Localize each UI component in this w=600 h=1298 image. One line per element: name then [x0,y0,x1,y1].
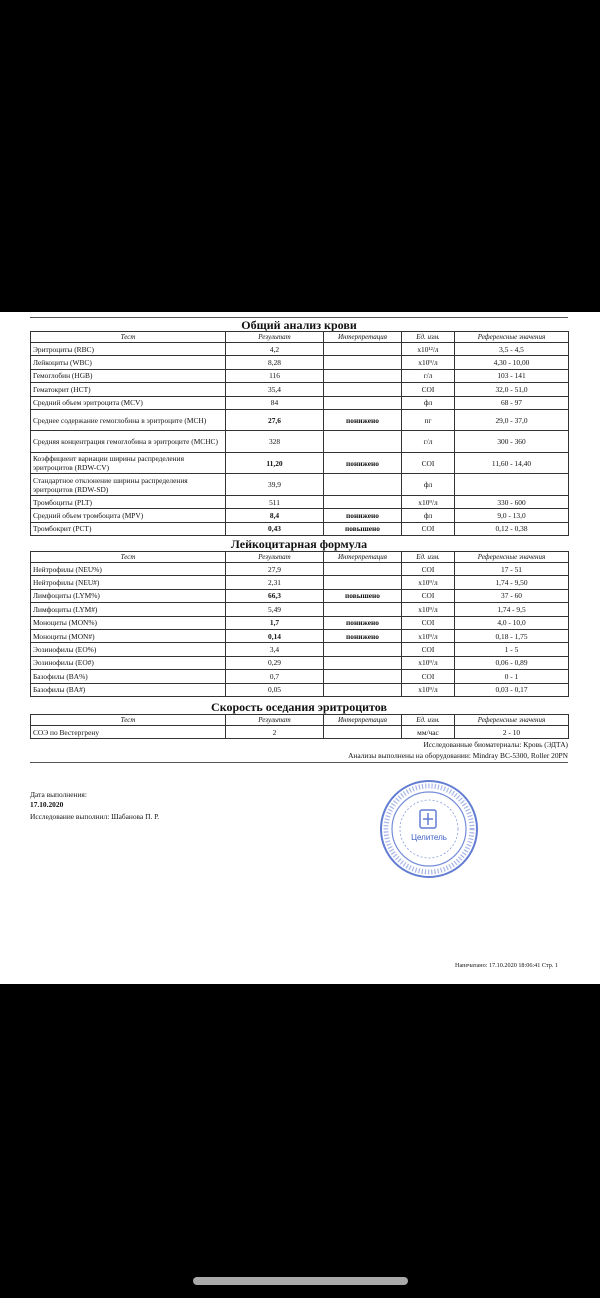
cbc-cell-interp [324,495,402,508]
cbc-cell-result: 27,6 [226,409,324,431]
test-name: Моноциты (MON#) [33,631,95,641]
table-row [31,589,569,602]
diff-header-3: Ед. изм. [402,552,455,563]
cbc-cell-result: 8,28 [226,356,324,369]
diff-cell-result: 0,14 [226,629,324,642]
cbc-cell-interp [324,431,402,453]
cbc-cell-ref: 0,12 - 0,38 [455,522,569,535]
cbc-table [30,331,569,536]
test-name: Гематокрит (HCT) [33,384,91,394]
table-row [31,509,569,522]
cbc-cell-interp [324,356,402,369]
test-name: Стандартное отклонение ширины распределения эритроцитов (RDW-SD) [33,475,188,494]
cbc-cell-unit: x10⁹/л [402,495,455,508]
cbc-cell-interp [324,369,402,382]
diff-cell-ref: 37 - 60 [455,589,569,602]
esr-header-2: Интерпретация [324,715,402,726]
cbc-cell-interp: понижено [324,409,402,431]
diff-cell-interp: понижено [324,629,402,642]
diff-cell-interp [324,656,402,669]
test-name: Лимфоциты (LYM#) [33,604,98,614]
cbc-cell-unit: СОI [402,383,455,396]
test-name: Лейкоциты (WBC) [33,358,92,368]
cbc-cell-name [31,474,226,496]
diff-cell-name [31,589,226,602]
diff-cell-ref: 1,74 - 9,50 [455,576,569,589]
diff-cell-ref: 1 - 5 [455,643,569,656]
cbc-header-1: Результат [226,332,324,343]
cbc-cell-result: 8,4 [226,509,324,522]
cbc-cell-result: 328 [226,431,324,453]
table-row [31,629,569,642]
diff-cell-unit: СОI [402,589,455,602]
diff-cell-ref: 4,0 - 10,0 [455,616,569,629]
diff-cell-interp [324,683,402,696]
diff-cell-interp: повышено [324,589,402,602]
cbc-cell-unit: СОI [402,452,455,474]
table-row [31,656,569,669]
table-row [31,396,569,409]
diff-cell-unit: x10⁹/л [402,629,455,642]
cbc-cell-name [31,369,226,382]
table-row [31,643,569,656]
test-name: Базофилы (BA#) [33,685,86,695]
diff-table [30,551,569,697]
diff-cell-result: 5,49 [226,603,324,616]
cbc-cell-result: 116 [226,369,324,382]
table-row [31,383,569,396]
diff-header-4: Референсные значения [455,552,569,563]
cbc-cell-name [31,509,226,522]
diff-cell-ref: 1,74 - 9,5 [455,603,569,616]
cbc-cell-unit: фл [402,474,455,496]
printed-stamp: Напечатано: 17.10.2020 18:06:41 Стр. 1 [455,962,558,969]
date-value: 17.10.2020 [30,800,64,809]
diff-cell-name [31,670,226,683]
cbc-cell-result: 35,4 [226,383,324,396]
esr-header-3: Ед. изм. [402,715,455,726]
cbc-cell-name [31,396,226,409]
cbc-cell-unit: СОI [402,522,455,535]
table-row [31,522,569,535]
test-name: Эритроциты (RBC) [33,344,94,354]
table-row [31,431,569,453]
diff-cell-name [31,643,226,656]
test-name: Лимфоциты (LYM%) [33,591,100,601]
diff-cell-unit: СОI [402,670,455,683]
cbc-cell-unit: фл [402,396,455,409]
cbc-cell-result: 511 [226,495,324,508]
diff-cell-interp [324,563,402,576]
diff-cell-unit: x10⁹/л [402,576,455,589]
test-name: Средний объем тромбоцита (MPV) [33,511,144,521]
diff-cell-ref: 0,18 - 1,75 [455,629,569,642]
equipment-note: Анализы выполнены на оборудовании: Mindray BC-5300, Roller 20PN [348,751,568,760]
cbc-cell-ref: 3,5 - 4,5 [455,343,569,356]
test-name: Тромбоциты (PLT) [33,497,92,507]
cbc-cell-interp: повышено [324,522,402,535]
cbc-header-0: Тест [31,332,226,343]
table-row [31,726,569,739]
diff-cell-name [31,616,226,629]
cbc-cell-name [31,431,226,453]
diff-cell-unit: x10⁹/л [402,603,455,616]
diff-header-2: Интерпретация [324,552,402,563]
test-name: Нейтрофилы (NEU#) [33,578,100,588]
cbc-cell-ref: 300 - 360 [455,431,569,453]
diff-cell-ref: 0,06 - 0,89 [455,656,569,669]
cbc-cell-unit: фл [402,509,455,522]
cbc-title: Общий анализ крови [241,318,357,332]
diff-cell-interp [324,576,402,589]
cbc-cell-result: 0,43 [226,522,324,535]
diff-title: Лейкоцитарная формула [230,537,368,551]
cbc-cell-ref: 11,60 - 14,40 [455,452,569,474]
esr-cell-unit: мм/час [402,726,455,739]
date-label: Дата выполнения: [30,790,87,799]
cbc-cell-name [31,452,226,474]
table-row [31,683,569,696]
esr-cell-ref: 2 - 10 [455,726,569,739]
esr-cell-name [31,726,226,739]
cbc-header-4: Референсные значения [455,332,569,343]
cbc-cell-unit: x10⁹/л [402,356,455,369]
test-name: Нейтрофилы (NEU%) [33,564,102,574]
cbc-cell-unit: x10¹²/л [402,343,455,356]
esr-cell-result: 2 [226,726,324,739]
cbc-cell-name [31,495,226,508]
cbc-cell-ref: 32,0 - 51,0 [455,383,569,396]
diff-cell-name [31,576,226,589]
test-name: Базофилы (BA%) [33,671,88,681]
diff-cell-result: 0,7 [226,670,324,683]
cbc-cell-interp [324,396,402,409]
diff-header-0: Тест [31,552,226,563]
esr-table [30,714,569,739]
diff-cell-result: 66,3 [226,589,324,602]
diff-cell-result: 1,7 [226,616,324,629]
esr-title: Скорость оседания эритроцитов [211,700,387,714]
test-name: Гемоглобин (HGB) [33,371,93,381]
table-row [31,343,569,356]
diff-cell-name [31,603,226,616]
cbc-cell-interp: понижено [324,452,402,474]
diff-cell-result: 27,9 [226,563,324,576]
diff-cell-name [31,563,226,576]
cbc-header-2: Интерпретация [324,332,402,343]
cbc-cell-name [31,522,226,535]
test-name: Средняя концентрация гемоглобина в эритроците (MCHC) [33,437,218,447]
table-row [31,409,569,431]
footer-rule [30,762,568,763]
esr-header-1: Результат [226,715,324,726]
diff-cell-unit: СОI [402,616,455,629]
cbc-cell-name [31,343,226,356]
cbc-cell-unit: пг [402,409,455,431]
home-indicator [193,1277,408,1285]
table-row [31,452,569,474]
table-row [31,495,569,508]
cbc-cell-name [31,409,226,431]
diff-cell-unit: x10⁹/л [402,656,455,669]
diff-cell-ref: 0,03 - 0,17 [455,683,569,696]
biomaterial-note: Исследованные биоматериалы: Кровь (ЭДТА) [423,740,568,749]
performer: Исследование выполнил: Шабанова П. Р. [30,812,160,821]
diff-cell-result: 3,4 [226,643,324,656]
cbc-cell-result: 84 [226,396,324,409]
test-name: Коэффициент вариации ширины распределения эритроцитов (RDW-CV) [33,454,184,473]
table-row [31,356,569,369]
diff-cell-interp [324,670,402,683]
table-row [31,670,569,683]
diff-cell-ref: 17 - 51 [455,563,569,576]
diff-cell-interp: понижено [324,616,402,629]
seal-label: Целитель [411,833,447,842]
test-name: Моноциты (MON%) [33,618,98,628]
test-name: СОЭ по Вестергрену [33,727,100,737]
clinic-seal [378,778,480,880]
test-name: Тромбокрит (PCT) [33,524,92,534]
cbc-cell-ref: 9,0 - 13,0 [455,509,569,522]
cbc-cell-ref [455,474,569,496]
cbc-cell-name [31,383,226,396]
cbc-cell-ref: 103 - 141 [455,369,569,382]
cbc-cell-interp [324,474,402,496]
test-name: Среднее содержание гемоглобина в эритроците (MCH) [33,415,207,425]
table-row [31,563,569,576]
diff-cell-unit: x10⁹/л [402,683,455,696]
diff-cell-name [31,683,226,696]
diff-cell-result: 2,31 [226,576,324,589]
test-name: Средний объем эритроцита (MCV) [33,398,143,408]
cbc-cell-unit: г/л [402,431,455,453]
cbc-cell-ref: 4,30 - 10,00 [455,356,569,369]
diff-cell-interp [324,643,402,656]
cbc-cell-interp [324,343,402,356]
cbc-cell-result: 4,2 [226,343,324,356]
table-row [31,576,569,589]
test-name: Эозинофилы (EO%) [33,645,97,655]
esr-cell-interp [324,726,402,739]
cbc-header-3: Ед. изм. [402,332,455,343]
cbc-cell-unit: г/л [402,369,455,382]
diff-cell-name [31,629,226,642]
cbc-cell-name [31,356,226,369]
diff-cell-unit: СОI [402,563,455,576]
cbc-cell-ref: 68 - 97 [455,396,569,409]
diff-cell-unit: СОI [402,643,455,656]
table-row [31,474,569,496]
esr-header-0: Тест [31,715,226,726]
cbc-cell-result: 39,9 [226,474,324,496]
cbc-cell-ref: 330 - 600 [455,495,569,508]
cbc-cell-interp: понижено [324,509,402,522]
diff-cell-ref: 0 - 1 [455,670,569,683]
diff-cell-interp [324,603,402,616]
diff-cell-result: 0,05 [226,683,324,696]
table-row [31,616,569,629]
table-row [31,603,569,616]
diff-cell-result: 0,29 [226,656,324,669]
cbc-cell-interp [324,383,402,396]
diff-cell-name [31,656,226,669]
cbc-cell-result: 11,20 [226,452,324,474]
cbc-cell-ref: 29,0 - 37,0 [455,409,569,431]
esr-header-4: Референсные значения [455,715,569,726]
test-name: Эозинофилы (EO#) [33,658,94,668]
table-row [31,369,569,382]
diff-header-1: Результат [226,552,324,563]
